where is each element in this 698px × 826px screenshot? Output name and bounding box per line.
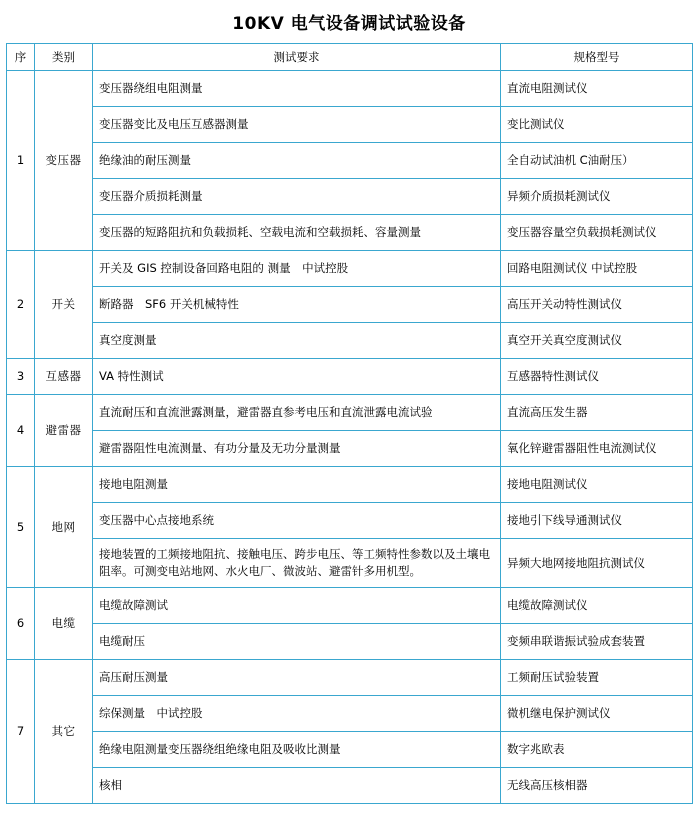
- requirement-cell: 核相: [93, 768, 501, 804]
- requirement-cell: 变压器中心点接地系统: [93, 503, 501, 539]
- page-title: 10KV 电气设备调试试验设备: [232, 14, 466, 34]
- group-index: 2: [7, 251, 35, 359]
- table-header: [7, 44, 693, 71]
- requirement-cell: 直流耐压和直流泄露测量，避雷器直参考电压和直流泄露电流试验: [93, 395, 501, 431]
- model-cell: 变频串联谐振试验成套装置: [501, 624, 693, 660]
- model-cell: 接地引下线导通测试仪: [501, 503, 693, 539]
- table-row: [7, 359, 693, 395]
- group-category: 电缆: [35, 588, 93, 660]
- table-row: [7, 251, 693, 287]
- requirement-cell: 接地装置的工频接地阻抗、接触电压、跨步电压、等工频特性参数以及土壤电阻率。可测变电站地网、水火电厂、微波站、避雷针多用机型。: [93, 539, 501, 588]
- requirement-cell: 电缆耐压: [93, 624, 501, 660]
- group-index: 4: [7, 395, 35, 467]
- group-category: 地网: [35, 467, 93, 588]
- requirement-cell: 变压器介质损耗测量: [93, 179, 501, 215]
- table-row: [7, 696, 693, 732]
- model-cell: 异频大地网接地阻抗测试仪: [501, 539, 693, 588]
- group-category: 避雷器: [35, 395, 93, 467]
- table-row: [7, 287, 693, 323]
- requirement-cell: 变压器变比及电压互感器测量: [93, 107, 501, 143]
- model-cell: 直流高压发生器: [501, 395, 693, 431]
- table-row: [7, 624, 693, 660]
- table-row: [7, 660, 693, 696]
- table-row: [7, 503, 693, 539]
- group-index: 5: [7, 467, 35, 588]
- model-cell: 变比测试仪: [501, 107, 693, 143]
- model-cell: 高压开关动特性测试仪: [501, 287, 693, 323]
- requirement-cell: 断路器 SF6 开关机械特性: [93, 287, 501, 323]
- table-row: [7, 539, 693, 588]
- table-row: [7, 588, 693, 624]
- table-row: [7, 179, 693, 215]
- model-cell: 无线高压核相器: [501, 768, 693, 804]
- column-header-model: 规格型号: [501, 44, 693, 71]
- model-cell: 回路电阻测试仪 中试控股: [501, 251, 693, 287]
- requirement-cell: VA 特性测试: [93, 359, 501, 395]
- table-body: [7, 71, 693, 804]
- requirement-cell: 绝缘电阻测量变压器绕组绝缘电阻及吸收比测量: [93, 732, 501, 768]
- model-cell: 微机继电保护测试仪: [501, 696, 693, 732]
- table-row: [7, 768, 693, 804]
- model-cell: 变压器容量空负载损耗测试仪: [501, 215, 693, 251]
- column-header-category: 类别: [35, 44, 93, 71]
- table-row: [7, 431, 693, 467]
- requirement-cell: 高压耐压测量: [93, 660, 501, 696]
- column-header-requirement: 测试要求: [93, 44, 501, 71]
- requirement-cell: 接地电阻测量: [93, 467, 501, 503]
- group-index: 1: [7, 71, 35, 251]
- table-row: [7, 71, 693, 107]
- equipment-table: [6, 43, 693, 804]
- requirement-cell: 真空度测量: [93, 323, 501, 359]
- group-category: 变压器: [35, 71, 93, 251]
- group-category: 开关: [35, 251, 93, 359]
- model-cell: 互感器特性测试仪: [501, 359, 693, 395]
- model-cell: 直流电阻测试仪: [501, 71, 693, 107]
- table-row: [7, 143, 693, 179]
- requirement-cell: 开关及 GIS 控制设备回路电阻的 测量 中试控股: [93, 251, 501, 287]
- model-cell: 全自动试油机 C油耐压）: [501, 143, 693, 179]
- table-row: [7, 732, 693, 768]
- model-cell: 数字兆欧表: [501, 732, 693, 768]
- group-index: 6: [7, 588, 35, 660]
- requirement-cell: 电缆故障测试: [93, 588, 501, 624]
- group-index: 3: [7, 359, 35, 395]
- model-cell: 氧化锌避雷器阻性电流测试仪: [501, 431, 693, 467]
- table-row: [7, 395, 693, 431]
- requirement-cell: 绝缘油的耐压测量: [93, 143, 501, 179]
- model-cell: 真空开关真空度测试仪: [501, 323, 693, 359]
- group-category: 其它: [35, 660, 93, 804]
- model-cell: 电缆故障测试仪: [501, 588, 693, 624]
- requirement-cell: 避雷器阻性电流测量、有功分量及无功分量测量: [93, 431, 501, 467]
- requirement-cell: 变压器绕组电阻测量: [93, 71, 501, 107]
- requirement-cell: 综保测量 中试控股: [93, 696, 501, 732]
- group-index: 7: [7, 660, 35, 804]
- model-cell: 接地电阻测试仪: [501, 467, 693, 503]
- requirement-cell: 变压器的短路阻抗和负载损耗、空载电流和空载损耗、容量测量: [93, 215, 501, 251]
- group-category: 互感器: [35, 359, 93, 395]
- table-row: [7, 323, 693, 359]
- model-cell: 工频耐压试验装置: [501, 660, 693, 696]
- table-row: [7, 107, 693, 143]
- column-header-index: 序: [7, 44, 35, 71]
- table-row: [7, 215, 693, 251]
- table-row: [7, 467, 693, 503]
- header-row: [7, 44, 693, 71]
- model-cell: 异频介质损耗测试仪: [501, 179, 693, 215]
